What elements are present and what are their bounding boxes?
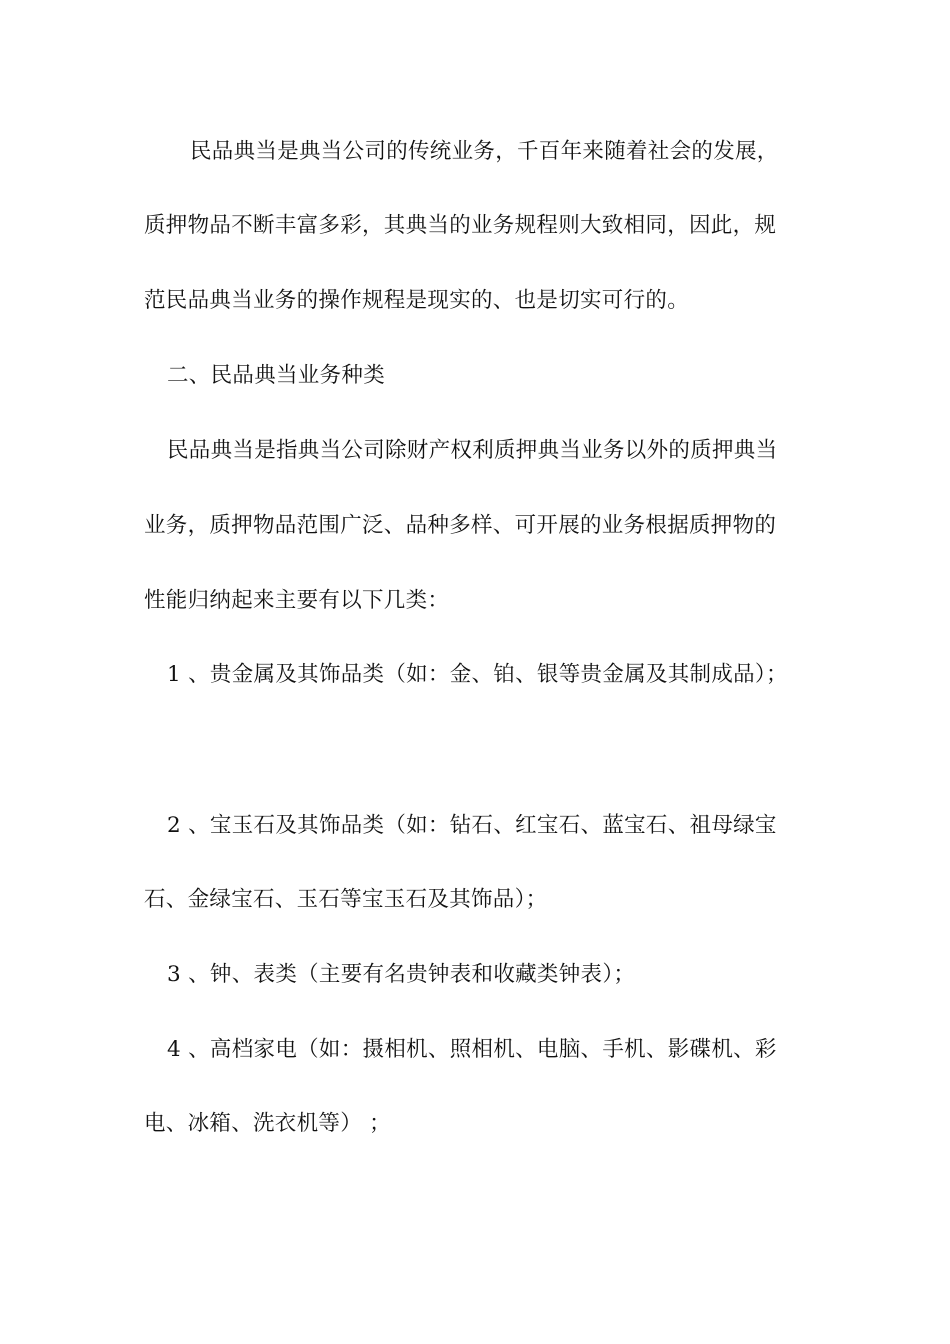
paragraph-line: 质押物品不断丰富多彩，其典当的业务规程则大致相同，因此，规 — [144, 213, 777, 238]
paragraph-line: 民品典当是指典当公司除财产权利质押典当业务以外的质押典当 — [167, 438, 778, 463]
paragraph-line: 范民品典当业务的操作规程是现实的、也是切实可行的。 — [144, 288, 690, 313]
section-heading: 二、民品典当业务种类 — [167, 363, 386, 388]
list-item-continuation: 电、冰箱、洗衣机等） ； — [144, 1111, 391, 1136]
list-item: 1 、贵金属及其饰品类（如：金、铂、银等贵金属及其制成品）； — [167, 662, 788, 687]
paragraph-line: 性能归纳起来主要有以下几类： — [144, 588, 450, 613]
list-item: 4 、高档家电（如：摄相机、照相机、电脑、手机、影碟机、彩 — [167, 1037, 777, 1062]
list-item: 2 、宝玉石及其饰品类（如：钻石、红宝石、蓝宝石、祖母绿宝 — [167, 813, 777, 838]
paragraph-line: 业务，质押物品范围广泛、品种多样、可开展的业务根据质押物的 — [144, 513, 777, 538]
list-item: 3 、钟、表类（主要有名贵钟表和收藏类钟表）； — [167, 962, 636, 987]
list-item-continuation: 石、金绿宝石、玉石等宝玉石及其饰品）； — [144, 887, 548, 912]
paragraph-line: 民品典当是典当公司的传统业务，千百年来随着社会的发展， — [190, 139, 779, 164]
